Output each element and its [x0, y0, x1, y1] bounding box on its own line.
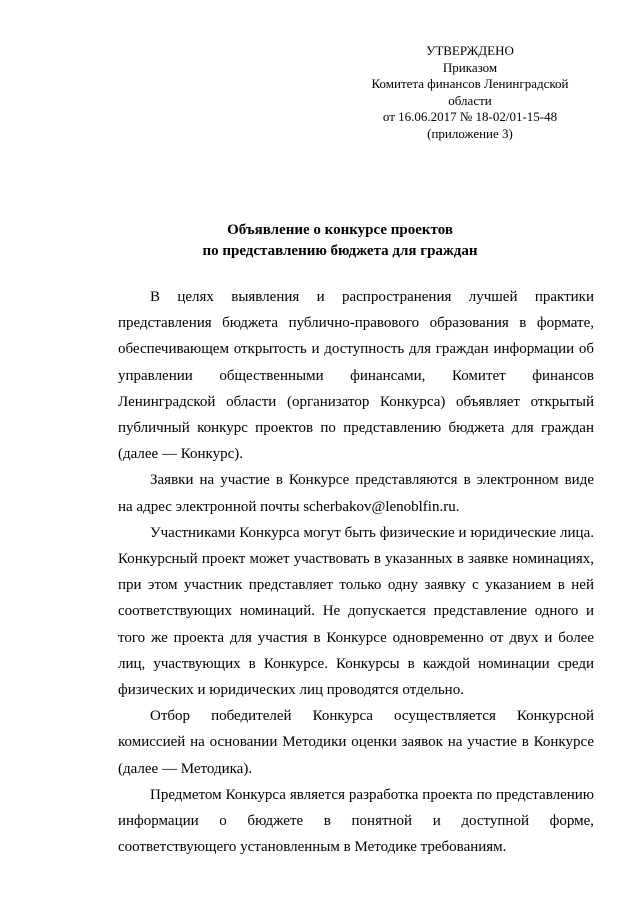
paragraph-applications: Заявки на участие в Конкурсе представляются в электронном виде на адрес электронной почты scherbakov@lenoblfin.ru.: [118, 472, 594, 515]
document-body: [118, 284, 594, 860]
approval-order-label: Приказом: [442, 59, 498, 75]
title-line-1: Объявление о конкурсе проектов: [227, 222, 453, 238]
paragraph-participants: Участниками Конкурса могут быть физические и юридические лица. Конкурсный проект может участвовать в указанных в заявке номинациях, при этом участник представляет только одну заявку с указанием в ней соответствующих номинаций. Не допускается представление одного и того же проекта для участия в Конкурсе одновременно от двух и более лиц, участвующих в Конкурсе. Конкурсы в каждой номинации среди физических и юридических лиц проводятся отдельно.: [118, 524, 594, 699]
approval-heading: УТВЕРЖДЕНО: [426, 43, 514, 58]
approval-order-number: от 16.06.2017 № 18-02/01-15-48: [382, 109, 558, 124]
title-line-2: по представлению бюджета для граждан: [202, 243, 478, 259]
document-title: [120, 220, 560, 262]
approval-stamp: [370, 43, 570, 142]
paragraph-subject: Предметом Конкурса является разработка проекта по представлению информации о бюджете в понятной и доступной форме, соответствующего установленным в Методике требованиям.: [118, 786, 594, 856]
paragraph-selection: Отбор победителей Конкурса осуществляется Конкурсной комиссией на основании Методики оценки заявок на участие в Конкурсе (далее — Методика).: [118, 708, 594, 777]
approval-committee: Комитета финансов Ленинградской: [371, 76, 569, 91]
approval-region: области: [448, 92, 492, 108]
paragraph-purpose: В целях выявления и распространения лучшей практики представления бюджета публично-правового образования в формате, обеспечивающем открытость и доступность для граждан информации об управлении общественными финансами, Комитет финансов Ленинградской области (организатор Конкурса) объявляет открытый публичный конкурс проектов по представлению бюджета для граждан (далее — Конкурс).: [118, 289, 594, 463]
approval-appendix: (приложение 3): [427, 125, 513, 141]
